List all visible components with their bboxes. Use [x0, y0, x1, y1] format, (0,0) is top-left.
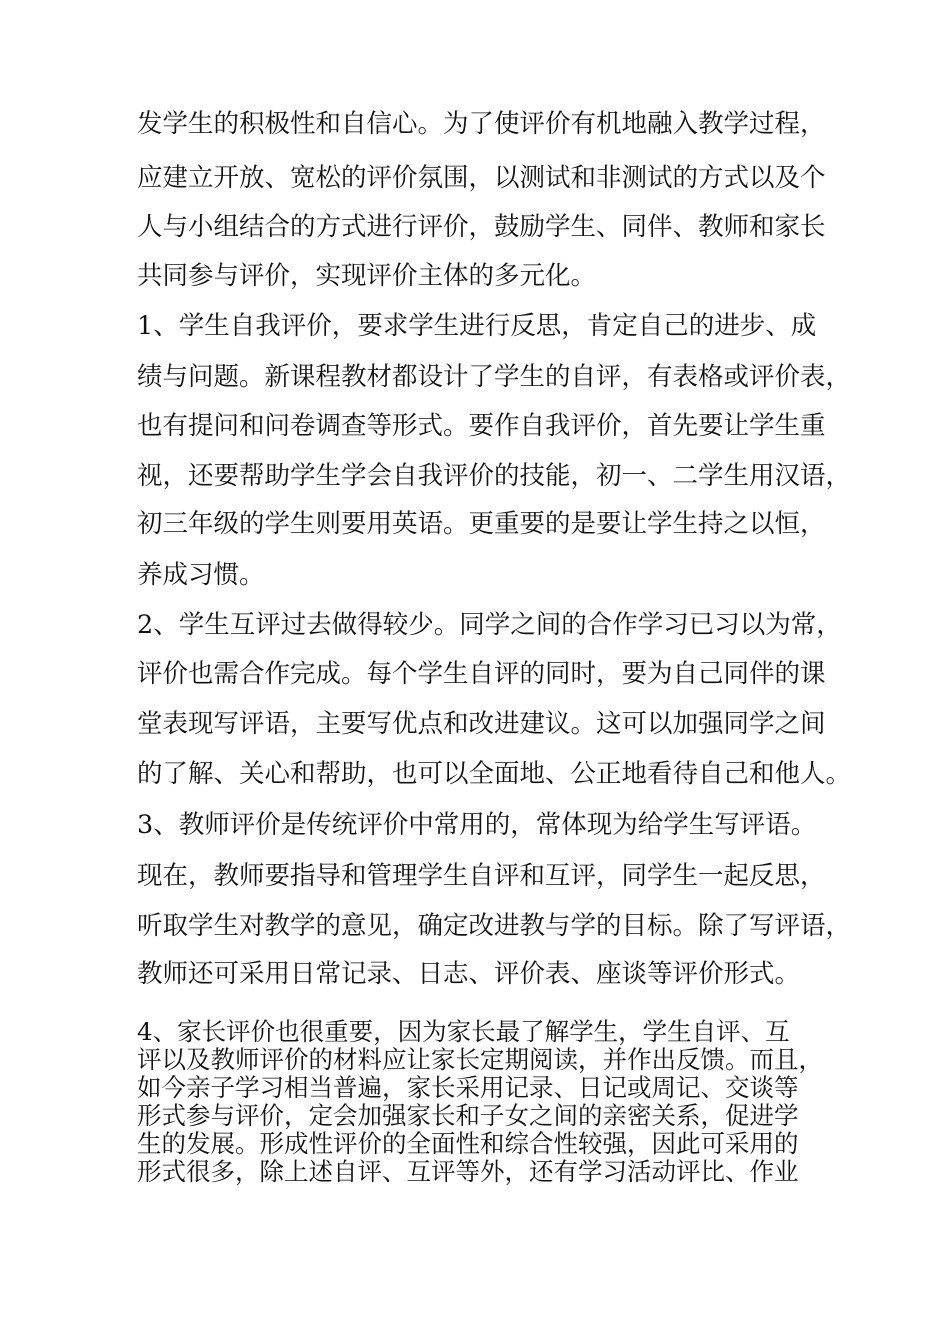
- text-line: 如今亲子学习相当普遍，家长采用记录、日记或周记、交谈等: [137, 1073, 799, 1102]
- text-line: 绩与问题。新课程教材都设计了学生的自评，有表格或评价表，: [137, 362, 852, 392]
- text-line: 发学生的积极性和自信心。为了使评价有机地融入教学过程，: [137, 109, 826, 139]
- text-line: 人与小组结合的方式进行评价，鼓励学生、同伴、教师和家长: [137, 212, 826, 242]
- text-line: 也有提问和问卷调查等形式。要作自我评价，首先要让学生重: [137, 411, 826, 441]
- text-line: 评价也需合作完成。每个学生自评的同时，要为自己同伴的课: [137, 659, 826, 689]
- text-line: 2、学生互评过去做得较少。同学之间的合作学习已习以为常，: [137, 610, 842, 640]
- text-line: 听取学生对教学的意见，确定改进教与学的目标。除了写评语，: [137, 911, 852, 941]
- text-line: 视，还要帮助学生学会自我评价的技能，初一、二学生用汉语，: [137, 461, 852, 491]
- text-line: 应建立开放、宽松的评价氛围，以测试和非测试的方式以及个: [137, 163, 826, 193]
- text-line: 初三年级的学生则要用英语。更重要的是要让学生持之以恒，: [137, 509, 826, 539]
- text-line: 生的发展。形成性评价的全面性和综合性较强，因此可采用的: [137, 1129, 799, 1158]
- text-line: 养成习惯。: [137, 560, 265, 590]
- text-line: 的了解、关心和帮助，也可以全面地、公正地看待自己和他人。: [137, 759, 852, 789]
- text-line: 形式很多，除上述自评、互评等外，还有学习活动评比、作业: [137, 1157, 799, 1186]
- text-line: 共同参与评价，实现评价主体的多元化。: [137, 261, 597, 291]
- text-line: 1、学生自我评价，要求学生进行反思，肯定自己的进步、成: [137, 311, 817, 341]
- text-line: 现在，教师要指导和管理学生自评和互评，同学生一起反思，: [137, 861, 826, 891]
- text-line: 3、教师评价是传统评价中常用的，常体现为给学生写评语。: [137, 810, 817, 840]
- text-line: 形式参与评价，定会加强家长和子女之间的亲密关系，促进学: [137, 1101, 799, 1130]
- text-line: 堂表现写评语，主要写优点和改进建议。这可以加强同学之间: [137, 709, 826, 739]
- text-line: 评以及教师评价的材料应让家长定期阅读，并作出反馈。而且，: [137, 1045, 823, 1074]
- text-line: 4、家长评价也很重要，因为家长最了解学生，学生自评、互: [137, 1017, 790, 1046]
- text-line: 教师还可采用日常记录、日志、评价表、座谈等评价形式。: [137, 959, 801, 989]
